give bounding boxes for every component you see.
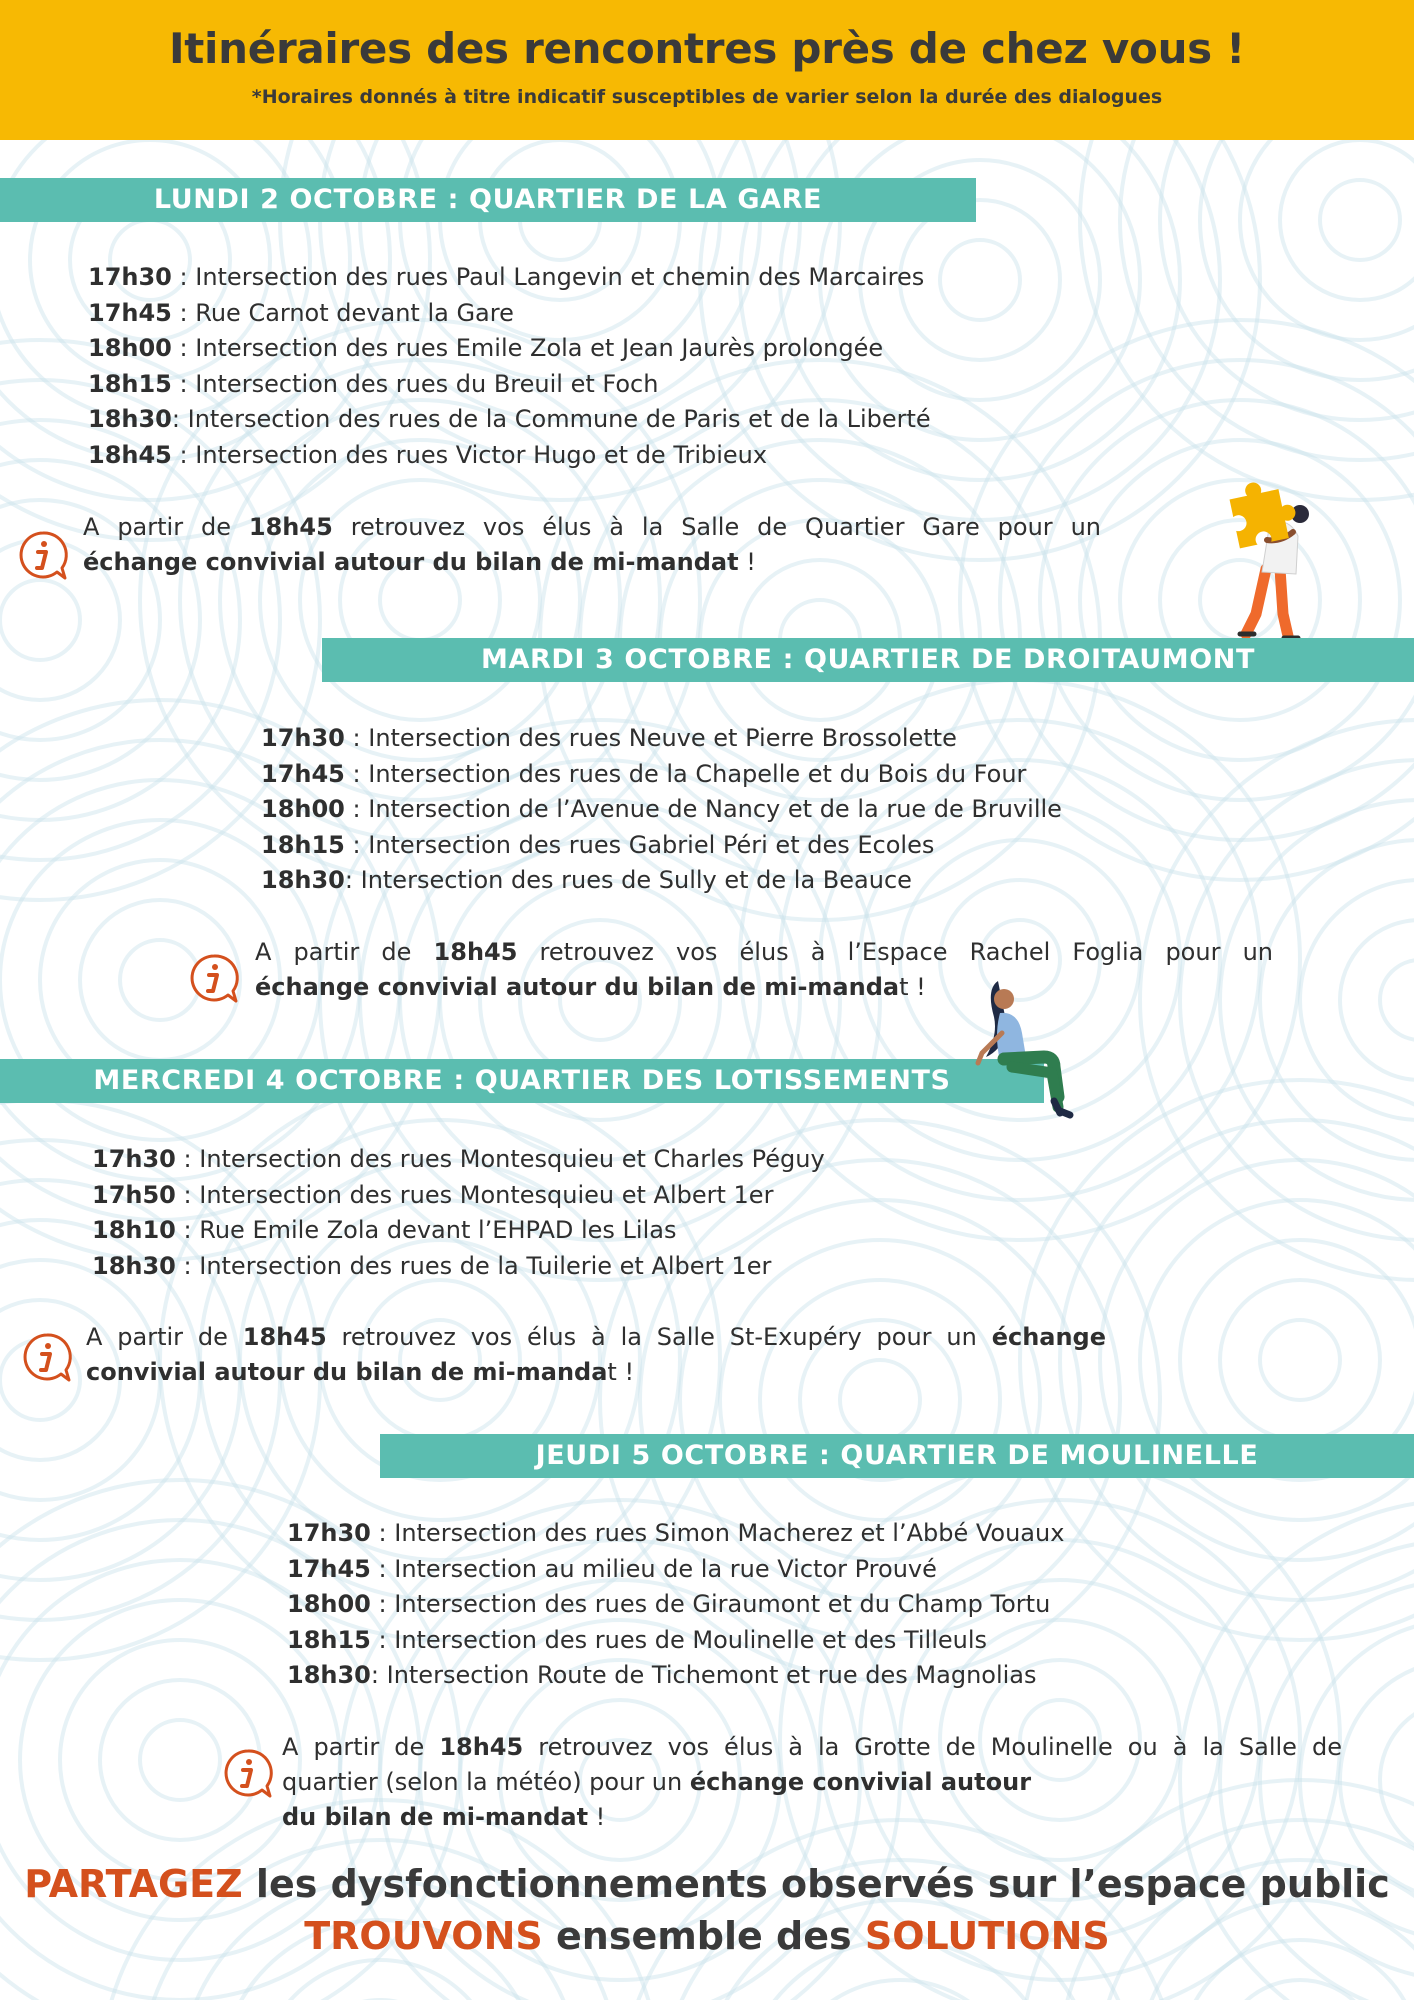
pattern-arc — [1280, 140, 1414, 300]
schedule-time: 18h30 — [88, 405, 172, 434]
schedule-location: Intersection au milieu de la rue Victor Prouvé — [394, 1554, 937, 1583]
schedule-item: 18h15 : Intersection des rues Gabriel Péri et des Ecoles — [261, 830, 935, 859]
schedule-time: 17h30 — [287, 1519, 371, 1547]
info-bubble-icon — [21, 1331, 73, 1383]
schedule-item: 18h15 : Intersection des rues du Breuil et Foch — [88, 369, 659, 398]
pattern-arc — [260, 1960, 500, 2000]
schedule-location: Intersection des rues Neuve et Pierre Brossolette — [368, 724, 957, 752]
section-heading-lundi: LUNDI 2 OCTOBRE : QUARTIER DE LA GARE — [0, 178, 976, 222]
header-banner — [0, 0, 1414, 140]
page-title: Itinéraires des rencontres près de chez vous ! — [168, 24, 1246, 73]
schedule-location: Intersection des rues Victor Hugo et de Tribieux — [195, 440, 768, 469]
info-bubble-icon — [222, 1747, 274, 1799]
woman-sitting-illustration — [972, 973, 1092, 1123]
footer-line-1: PARTAGEZ les dysfonctionnements observés sur l’espace public — [24, 1862, 1390, 1906]
schedule-location: Rue Carnot devant la Gare — [195, 298, 514, 327]
schedule-time: 17h45 — [287, 1554, 371, 1583]
schedule-item: 18h45 : Intersection des rues Victor Hugo et de Tribieux — [88, 440, 768, 469]
schedule-time: 17h45 — [88, 298, 172, 327]
schedule-item: 18h30: Intersection Route de Tichemont et rue des Magnolias — [287, 1661, 1037, 1690]
pattern-arc — [1260, 1320, 1340, 1400]
schedule-time: 18h30 — [92, 1251, 176, 1280]
schedule-time: 18h00 — [287, 1590, 371, 1619]
schedule-location: Intersection des rues de Sully et de la Beauce — [360, 866, 912, 895]
section-heading-jeudi: JEUDI 5 OCTOBRE : QUARTIER DE MOULINELLE — [380, 1434, 1414, 1478]
schedule-item: 18h00 : Intersection des rues de Giraumont et du Champ Tortu — [287, 1590, 1051, 1619]
schedule-location: Intersection des rues de Moulinelle et des Tilleuls — [394, 1625, 988, 1654]
footer-line-2: TROUVONS ensemble des SOLUTIONS — [304, 1914, 1110, 1958]
schedule-location: Rue Emile Zola devant l’EHPAD les Lilas — [199, 1216, 677, 1245]
schedule-item: 17h30 : Intersection des rues Montesquieu et Charles Péguy — [92, 1145, 825, 1173]
pattern-arc — [1340, 920, 1414, 1080]
schedule-location: Intersection des rues du Breuil et Foch — [195, 369, 659, 398]
schedule-item: 18h15 : Intersection des rues de Moulinelle et des Tilleuls — [287, 1625, 988, 1654]
info-bubble-icon — [17, 529, 69, 581]
schedule-item: 17h45 : Rue Carnot devant la Gare — [88, 298, 514, 327]
schedule-list-mercredi — [92, 1142, 825, 1284]
schedule-location: Intersection Route de Tichemont et rue des Magnolias — [386, 1661, 1037, 1690]
schedule-time: 17h45 — [261, 759, 345, 788]
schedule-item: 18h30: Intersection des rues de la Commune de Paris et de la Liberté — [88, 405, 931, 434]
schedule-location: Intersection des rues Emile Zola et Jean Jaurès prolongée — [195, 334, 884, 363]
schedule-time: 18h15 — [261, 830, 345, 859]
info-note-jeudi: A partir de 18h45 retrouvez vos élus à la Grotte de Moulinelle ou à la Salle de quartier (selon la météo) pour un échange convivial autour du bilan de mi-mandat ! — [282, 1733, 1342, 1831]
schedule-item: 17h30 : Intersection des rues Paul Langevin et chemin des Marcaires — [88, 263, 925, 291]
pattern-arc — [1320, 180, 1400, 260]
info-note-mardi: A partir de 18h45 retrouvez vos élus à l’Espace Rachel Foglia pour un échange convivial autour du bilan de mi-mandat ! — [255, 938, 1273, 1001]
schedule-item: 18h00 : Intersection de l’Avenue de Nancy et de la rue de Bruville — [261, 795, 1062, 824]
info-note-mercredi: A partir de 18h45 retrouvez vos élus à la Salle St-Exupéry pour un échange convivial autour du bilan de mi-mandat ! — [86, 1323, 1107, 1386]
person-with-puzzle-illustration — [1228, 474, 1348, 644]
schedule-item: 17h30 : Intersection des rues Simon Macherez et l’Abbé Vouaux — [287, 1519, 1065, 1547]
schedule-time: 18h30 — [287, 1661, 371, 1690]
schedule-location: Intersection des rues de la Commune de Paris et de la Liberté — [187, 405, 931, 434]
pattern-arc — [140, 1720, 220, 1800]
schedule-list-jeudi — [287, 1516, 1064, 1694]
pattern-arc — [1100, 1160, 1414, 1560]
schedule-location: Intersection des rues de la Tuilerie et Albert 1er — [199, 1251, 772, 1280]
pattern-arc — [780, 1980, 1020, 2000]
info-bubble-icon — [188, 952, 240, 1004]
footer-highlight: TROUVONS — [304, 1914, 543, 1958]
schedule-item: 17h45 : Intersection au milieu de la rue Victor Prouvé — [287, 1554, 937, 1583]
pattern-arc — [940, 240, 1020, 320]
pattern-arc — [260, 440, 580, 760]
pattern-arc — [720, 1240, 1040, 1560]
schedule-list-lundi — [88, 260, 931, 474]
footer-highlight: PARTAGEZ — [24, 1862, 243, 1906]
schedule-location: Intersection des rues Paul Langevin et chemin des Marcaires — [195, 263, 925, 291]
schedule-time: 17h50 — [92, 1180, 176, 1209]
schedule-time: 18h10 — [92, 1216, 176, 1245]
schedule-item: 18h30: Intersection des rues de Sully et de la Beauce — [261, 866, 912, 895]
schedule-time: 18h30 — [261, 866, 345, 895]
footer-highlight: SOLUTIONS — [864, 1914, 1110, 1958]
schedule-location: Intersection des rues Gabriel Péri et des Ecoles — [368, 830, 935, 859]
schedule-item: 18h30 : Intersection des rues de la Tuilerie et Albert 1er — [92, 1251, 772, 1280]
schedule-item: 17h50 : Intersection des rues Montesquieu et Albert 1er — [92, 1180, 774, 1209]
schedule-item: 18h00 : Intersection des rues Emile Zola et Jean Jaurès prolongée — [88, 334, 884, 363]
schedule-time: 18h15 — [287, 1625, 371, 1654]
pattern-arc — [1260, 840, 1414, 1160]
info-note-lundi: A partir de 18h45 retrouvez vos élus à la Salle de Quartier Gare pour un échange convivial autour du bilan de mi-mandat ! — [83, 513, 1101, 576]
schedule-location: Intersection des rues de Giraumont et du Champ Tortu — [394, 1590, 1051, 1619]
pattern-arc — [0, 580, 80, 660]
schedule-location: Intersection de l’Avenue de Nancy et de la rue de Bruville — [368, 795, 1062, 824]
schedule-time: 18h45 — [88, 440, 172, 469]
schedule-list-mardi — [261, 721, 1062, 899]
schedule-item: 17h45 : Intersection des rues de la Chapelle et du Bois du Four — [261, 759, 1027, 788]
pattern-arc — [1220, 1280, 1380, 1440]
schedule-time: 17h30 — [88, 263, 172, 291]
schedule-time: 17h30 — [261, 724, 345, 752]
schedule-time: 18h00 — [88, 334, 172, 363]
page-subtitle: *Horaires donnés à titre indicatif susceptibles de varier selon la durée des dialogues — [251, 86, 1163, 108]
schedule-location: Intersection des rues Simon Macherez et l’Abbé Vouaux — [394, 1519, 1065, 1547]
schedule-location: Intersection des rues de la Chapelle et du Bois du Four — [368, 759, 1027, 788]
pattern-arc — [620, 1820, 1180, 2000]
pattern-arc — [1380, 960, 1414, 1040]
section-heading-mardi: MARDI 3 OCTOBRE : QUARTIER DE DROITAUMONT — [322, 638, 1414, 682]
schedule-time: 18h15 — [88, 369, 172, 398]
schedule-time: 18h00 — [261, 795, 345, 824]
schedule-time: 17h30 — [92, 1145, 176, 1173]
schedule-item: 18h10 : Rue Emile Zola devant l’EHPAD les Lilas — [92, 1216, 677, 1245]
schedule-location: Intersection des rues Montesquieu et Charles Péguy — [199, 1145, 825, 1173]
section-heading-mercredi: MERCREDI 4 OCTOBRE : QUARTIER DES LOTISSEMENTS — [0, 1059, 1044, 1103]
schedule-item: 17h30 : Intersection des rues Neuve et Pierre Brossolette — [261, 724, 957, 752]
schedule-location: Intersection des rues Montesquieu et Albert 1er — [199, 1180, 774, 1209]
pattern-arc — [760, 1280, 1000, 1520]
